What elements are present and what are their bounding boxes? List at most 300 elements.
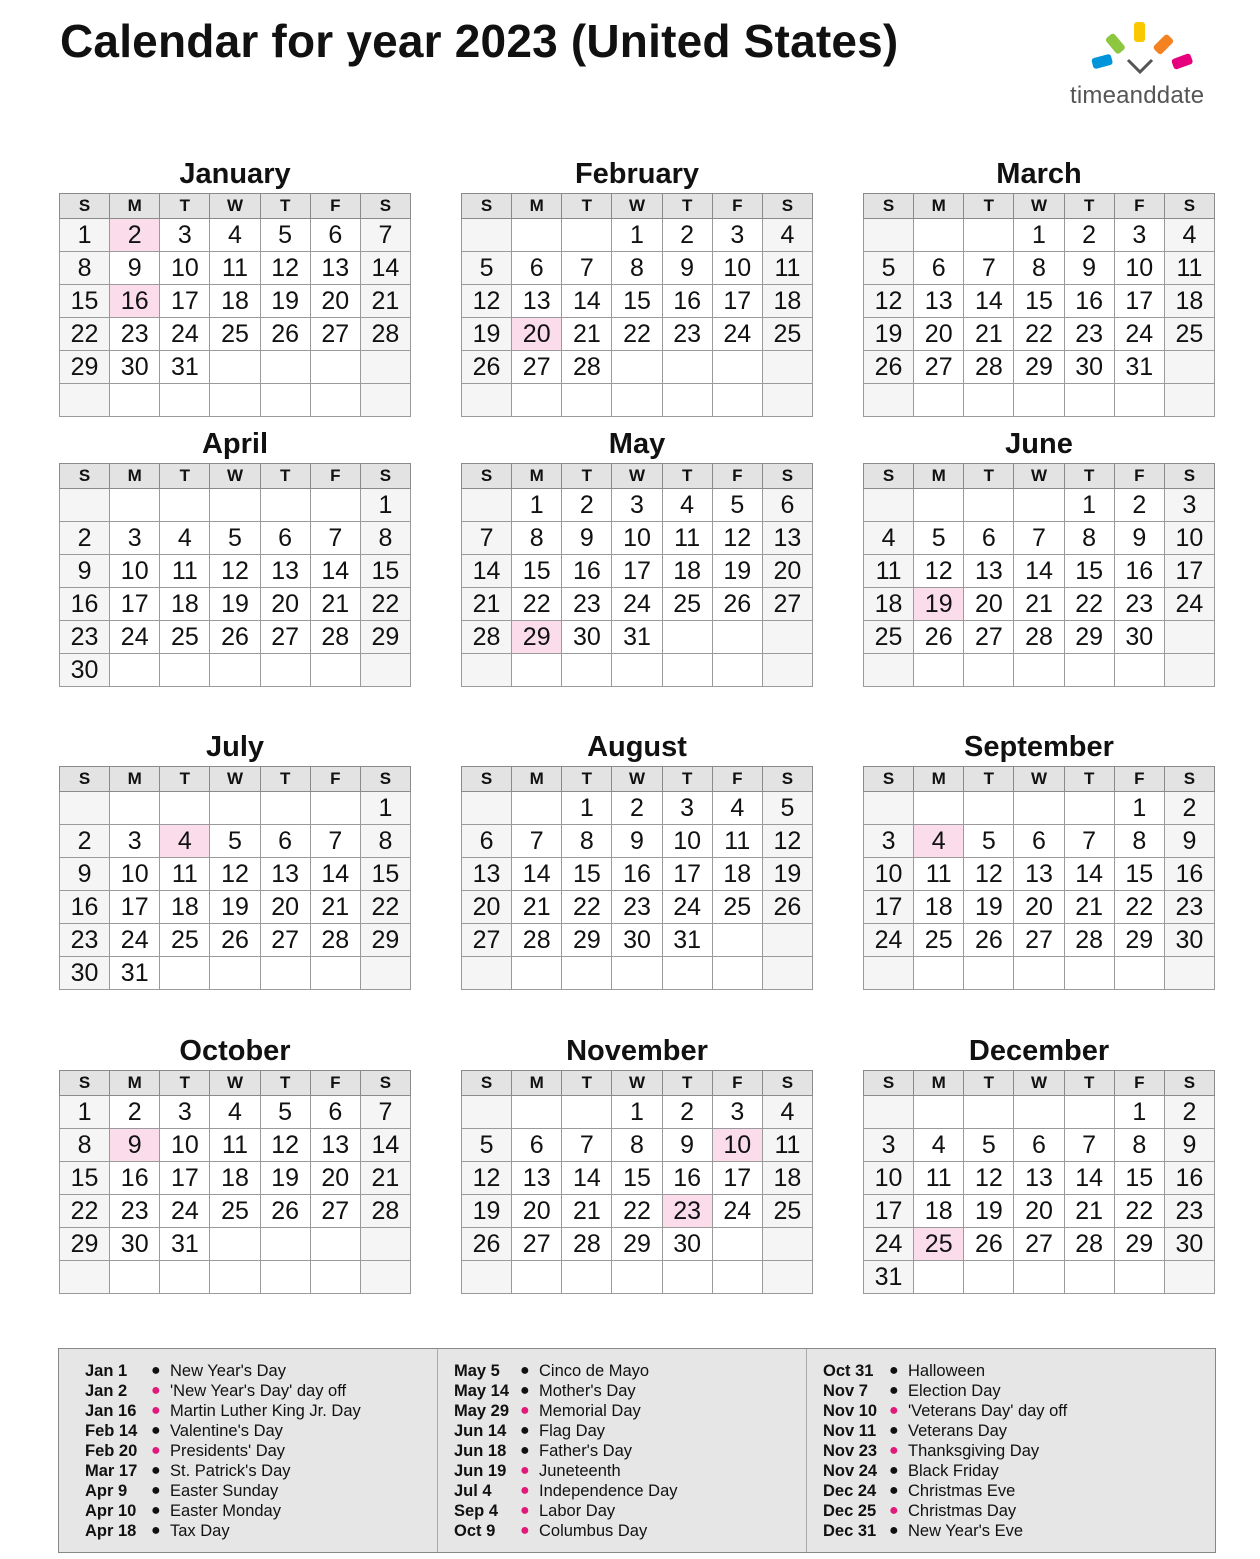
day-cell[interactable]: 20 xyxy=(260,588,310,621)
day-cell[interactable]: 15 xyxy=(1114,1162,1164,1195)
day-cell[interactable]: 24 xyxy=(864,924,914,957)
day-cell[interactable]: 28 xyxy=(562,351,612,384)
day-cell[interactable]: 3 xyxy=(712,219,762,252)
day-cell[interactable]: 25 xyxy=(210,318,260,351)
day-cell[interactable]: 19 xyxy=(864,318,914,351)
day-cell[interactable]: 15 xyxy=(1064,555,1114,588)
day-cell[interactable]: 1 xyxy=(1064,489,1114,522)
day-cell[interactable]: 4 xyxy=(864,522,914,555)
day-cell[interactable]: 2 xyxy=(1164,1096,1214,1129)
day-cell[interactable]: 1 xyxy=(1114,1096,1164,1129)
day-cell[interactable]: 2 xyxy=(110,219,160,252)
day-cell[interactable]: 11 xyxy=(210,1129,260,1162)
day-cell[interactable]: 7 xyxy=(1064,825,1114,858)
day-cell[interactable]: 11 xyxy=(160,555,210,588)
day-cell[interactable]: 16 xyxy=(1064,285,1114,318)
day-cell[interactable]: 23 xyxy=(110,1195,160,1228)
day-cell[interactable]: 23 xyxy=(110,318,160,351)
day-cell[interactable]: 25 xyxy=(210,1195,260,1228)
day-cell[interactable]: 22 xyxy=(360,891,410,924)
day-cell[interactable]: 24 xyxy=(1164,588,1214,621)
day-cell[interactable]: 25 xyxy=(762,318,812,351)
day-cell[interactable]: 16 xyxy=(110,1162,160,1195)
day-cell[interactable]: 14 xyxy=(360,1129,410,1162)
day-cell[interactable]: 23 xyxy=(60,924,110,957)
day-cell[interactable]: 7 xyxy=(310,825,360,858)
day-cell[interactable]: 1 xyxy=(1014,219,1064,252)
day-cell[interactable]: 31 xyxy=(1114,351,1164,384)
day-cell[interactable]: 20 xyxy=(512,318,562,351)
day-cell[interactable]: 26 xyxy=(260,318,310,351)
day-cell[interactable]: 7 xyxy=(512,825,562,858)
day-cell[interactable]: 25 xyxy=(160,924,210,957)
day-cell[interactable]: 11 xyxy=(864,555,914,588)
day-cell[interactable]: 21 xyxy=(1064,891,1114,924)
day-cell[interactable]: 27 xyxy=(310,318,360,351)
day-cell[interactable]: 12 xyxy=(210,858,260,891)
day-cell[interactable]: 8 xyxy=(60,1129,110,1162)
day-cell[interactable]: 1 xyxy=(360,792,410,825)
day-cell[interactable]: 7 xyxy=(562,252,612,285)
day-cell[interactable]: 27 xyxy=(1014,1228,1064,1261)
day-cell[interactable]: 14 xyxy=(562,1162,612,1195)
day-cell[interactable]: 27 xyxy=(762,588,812,621)
day-cell[interactable]: 17 xyxy=(1114,285,1164,318)
day-cell[interactable]: 19 xyxy=(462,318,512,351)
day-cell[interactable]: 20 xyxy=(310,285,360,318)
day-cell[interactable]: 26 xyxy=(210,924,260,957)
day-cell[interactable]: 24 xyxy=(612,588,662,621)
day-cell[interactable]: 12 xyxy=(260,252,310,285)
day-cell[interactable]: 21 xyxy=(1014,588,1064,621)
day-cell[interactable]: 20 xyxy=(462,891,512,924)
day-cell[interactable]: 4 xyxy=(712,792,762,825)
day-cell[interactable]: 17 xyxy=(864,891,914,924)
day-cell[interactable]: 31 xyxy=(864,1261,914,1294)
day-cell[interactable]: 13 xyxy=(964,555,1014,588)
day-cell[interactable]: 28 xyxy=(1014,621,1064,654)
day-cell[interactable]: 6 xyxy=(512,1129,562,1162)
day-cell[interactable]: 12 xyxy=(260,1129,310,1162)
day-cell[interactable]: 7 xyxy=(964,252,1014,285)
day-cell[interactable]: 9 xyxy=(110,1129,160,1162)
day-cell[interactable]: 12 xyxy=(462,285,512,318)
day-cell[interactable]: 3 xyxy=(160,219,210,252)
day-cell[interactable]: 8 xyxy=(612,1129,662,1162)
day-cell[interactable]: 18 xyxy=(762,285,812,318)
day-cell[interactable]: 14 xyxy=(562,285,612,318)
day-cell[interactable]: 8 xyxy=(612,252,662,285)
day-cell[interactable]: 18 xyxy=(210,1162,260,1195)
day-cell[interactable]: 27 xyxy=(512,1228,562,1261)
day-cell[interactable]: 18 xyxy=(1164,285,1214,318)
day-cell[interactable]: 2 xyxy=(662,219,712,252)
day-cell[interactable]: 30 xyxy=(1064,351,1114,384)
day-cell[interactable]: 7 xyxy=(1064,1129,1114,1162)
day-cell[interactable]: 13 xyxy=(310,252,360,285)
day-cell[interactable]: 14 xyxy=(1064,858,1114,891)
day-cell[interactable]: 23 xyxy=(662,318,712,351)
day-cell[interactable]: 12 xyxy=(210,555,260,588)
day-cell[interactable]: 4 xyxy=(762,219,812,252)
day-cell[interactable]: 23 xyxy=(1114,588,1164,621)
day-cell[interactable]: 14 xyxy=(964,285,1014,318)
day-cell[interactable]: 17 xyxy=(612,555,662,588)
day-cell[interactable]: 6 xyxy=(964,522,1014,555)
day-cell[interactable]: 6 xyxy=(260,825,310,858)
day-cell[interactable]: 3 xyxy=(110,825,160,858)
day-cell[interactable]: 20 xyxy=(260,891,310,924)
day-cell[interactable]: 13 xyxy=(762,522,812,555)
day-cell[interactable]: 6 xyxy=(310,219,360,252)
day-cell[interactable]: 3 xyxy=(1164,489,1214,522)
day-cell[interactable]: 29 xyxy=(512,621,562,654)
day-cell[interactable]: 3 xyxy=(110,522,160,555)
day-cell[interactable]: 11 xyxy=(762,1129,812,1162)
day-cell[interactable]: 3 xyxy=(612,489,662,522)
day-cell[interactable]: 5 xyxy=(864,252,914,285)
day-cell[interactable]: 20 xyxy=(1014,1195,1064,1228)
day-cell[interactable]: 20 xyxy=(964,588,1014,621)
day-cell[interactable]: 8 xyxy=(1064,522,1114,555)
day-cell[interactable]: 1 xyxy=(360,489,410,522)
day-cell[interactable]: 2 xyxy=(1064,219,1114,252)
day-cell[interactable]: 22 xyxy=(612,1195,662,1228)
day-cell[interactable]: 5 xyxy=(712,489,762,522)
day-cell[interactable]: 17 xyxy=(662,858,712,891)
day-cell[interactable]: 21 xyxy=(964,318,1014,351)
day-cell[interactable]: 8 xyxy=(360,825,410,858)
day-cell[interactable]: 12 xyxy=(712,522,762,555)
day-cell[interactable]: 11 xyxy=(712,825,762,858)
day-cell[interactable]: 22 xyxy=(360,588,410,621)
day-cell[interactable]: 23 xyxy=(60,621,110,654)
day-cell[interactable]: 15 xyxy=(1114,858,1164,891)
day-cell[interactable]: 24 xyxy=(712,318,762,351)
day-cell[interactable]: 21 xyxy=(562,318,612,351)
day-cell[interactable]: 2 xyxy=(1114,489,1164,522)
day-cell[interactable]: 1 xyxy=(562,792,612,825)
day-cell[interactable]: 28 xyxy=(462,621,512,654)
day-cell[interactable]: 15 xyxy=(360,555,410,588)
day-cell[interactable]: 24 xyxy=(662,891,712,924)
day-cell[interactable]: 7 xyxy=(462,522,512,555)
day-cell[interactable]: 20 xyxy=(310,1162,360,1195)
day-cell[interactable]: 28 xyxy=(1064,1228,1114,1261)
day-cell[interactable]: 5 xyxy=(462,252,512,285)
day-cell[interactable]: 16 xyxy=(612,858,662,891)
day-cell[interactable]: 14 xyxy=(310,858,360,891)
day-cell[interactable]: 19 xyxy=(762,858,812,891)
day-cell[interactable]: 17 xyxy=(160,1162,210,1195)
day-cell[interactable]: 4 xyxy=(662,489,712,522)
day-cell[interactable]: 30 xyxy=(662,1228,712,1261)
day-cell[interactable]: 30 xyxy=(60,957,110,990)
day-cell[interactable]: 18 xyxy=(662,555,712,588)
day-cell[interactable]: 26 xyxy=(462,1228,512,1261)
day-cell[interactable]: 19 xyxy=(964,891,1014,924)
day-cell[interactable]: 14 xyxy=(1064,1162,1114,1195)
day-cell[interactable]: 6 xyxy=(914,252,964,285)
day-cell[interactable]: 4 xyxy=(210,1096,260,1129)
day-cell[interactable]: 14 xyxy=(1014,555,1064,588)
day-cell[interactable]: 10 xyxy=(662,825,712,858)
day-cell[interactable]: 26 xyxy=(762,891,812,924)
day-cell[interactable]: 31 xyxy=(612,621,662,654)
day-cell[interactable]: 9 xyxy=(1064,252,1114,285)
day-cell[interactable]: 10 xyxy=(160,252,210,285)
day-cell[interactable]: 5 xyxy=(462,1129,512,1162)
day-cell[interactable]: 20 xyxy=(762,555,812,588)
day-cell[interactable]: 21 xyxy=(360,285,410,318)
day-cell[interactable]: 9 xyxy=(60,555,110,588)
day-cell[interactable]: 6 xyxy=(462,825,512,858)
day-cell[interactable]: 18 xyxy=(762,1162,812,1195)
day-cell[interactable]: 5 xyxy=(964,825,1014,858)
day-cell[interactable]: 27 xyxy=(462,924,512,957)
day-cell[interactable]: 19 xyxy=(964,1195,1014,1228)
day-cell[interactable]: 9 xyxy=(1164,1129,1214,1162)
day-cell[interactable]: 9 xyxy=(612,825,662,858)
day-cell[interactable]: 19 xyxy=(210,588,260,621)
day-cell[interactable]: 22 xyxy=(612,318,662,351)
day-cell[interactable]: 19 xyxy=(462,1195,512,1228)
day-cell[interactable]: 28 xyxy=(360,318,410,351)
day-cell[interactable]: 7 xyxy=(360,219,410,252)
day-cell[interactable]: 6 xyxy=(762,489,812,522)
day-cell[interactable]: 21 xyxy=(310,891,360,924)
day-cell[interactable]: 17 xyxy=(712,1162,762,1195)
day-cell[interactable]: 29 xyxy=(562,924,612,957)
day-cell[interactable]: 23 xyxy=(562,588,612,621)
day-cell[interactable]: 22 xyxy=(1114,1195,1164,1228)
day-cell[interactable]: 9 xyxy=(1114,522,1164,555)
day-cell[interactable]: 7 xyxy=(562,1129,612,1162)
day-cell[interactable]: 16 xyxy=(1114,555,1164,588)
day-cell[interactable]: 29 xyxy=(1064,621,1114,654)
day-cell[interactable]: 5 xyxy=(914,522,964,555)
day-cell[interactable]: 13 xyxy=(1014,858,1064,891)
day-cell[interactable]: 8 xyxy=(1014,252,1064,285)
day-cell[interactable]: 13 xyxy=(260,555,310,588)
day-cell[interactable]: 23 xyxy=(662,1195,712,1228)
day-cell[interactable]: 20 xyxy=(914,318,964,351)
day-cell[interactable]: 11 xyxy=(1164,252,1214,285)
day-cell[interactable]: 29 xyxy=(1114,924,1164,957)
day-cell[interactable]: 25 xyxy=(160,621,210,654)
day-cell[interactable]: 11 xyxy=(762,252,812,285)
day-cell[interactable]: 30 xyxy=(1114,621,1164,654)
day-cell[interactable]: 19 xyxy=(260,1162,310,1195)
day-cell[interactable]: 18 xyxy=(160,588,210,621)
day-cell[interactable]: 25 xyxy=(914,1228,964,1261)
day-cell[interactable]: 15 xyxy=(512,555,562,588)
day-cell[interactable]: 9 xyxy=(562,522,612,555)
day-cell[interactable]: 27 xyxy=(260,621,310,654)
day-cell[interactable]: 30 xyxy=(562,621,612,654)
day-cell[interactable]: 25 xyxy=(662,588,712,621)
day-cell[interactable]: 11 xyxy=(662,522,712,555)
day-cell[interactable]: 21 xyxy=(360,1162,410,1195)
day-cell[interactable]: 25 xyxy=(914,924,964,957)
day-cell[interactable]: 10 xyxy=(864,858,914,891)
day-cell[interactable]: 30 xyxy=(1164,924,1214,957)
day-cell[interactable]: 15 xyxy=(360,858,410,891)
day-cell[interactable]: 7 xyxy=(1014,522,1064,555)
day-cell[interactable]: 10 xyxy=(110,858,160,891)
day-cell[interactable]: 27 xyxy=(512,351,562,384)
day-cell[interactable]: 8 xyxy=(360,522,410,555)
day-cell[interactable]: 3 xyxy=(662,792,712,825)
day-cell[interactable]: 23 xyxy=(1164,1195,1214,1228)
day-cell[interactable]: 21 xyxy=(462,588,512,621)
day-cell[interactable]: 31 xyxy=(160,351,210,384)
day-cell[interactable]: 13 xyxy=(914,285,964,318)
day-cell[interactable]: 17 xyxy=(864,1195,914,1228)
day-cell[interactable]: 5 xyxy=(762,792,812,825)
day-cell[interactable]: 3 xyxy=(864,825,914,858)
day-cell[interactable]: 4 xyxy=(210,219,260,252)
day-cell[interactable]: 18 xyxy=(914,1195,964,1228)
day-cell[interactable]: 17 xyxy=(110,588,160,621)
day-cell[interactable]: 18 xyxy=(160,891,210,924)
day-cell[interactable]: 8 xyxy=(1114,825,1164,858)
day-cell[interactable]: 3 xyxy=(160,1096,210,1129)
day-cell[interactable]: 31 xyxy=(662,924,712,957)
day-cell[interactable]: 13 xyxy=(260,858,310,891)
day-cell[interactable]: 19 xyxy=(260,285,310,318)
day-cell[interactable]: 22 xyxy=(1114,891,1164,924)
day-cell[interactable]: 29 xyxy=(360,621,410,654)
day-cell[interactable]: 21 xyxy=(310,588,360,621)
day-cell[interactable]: 10 xyxy=(864,1162,914,1195)
day-cell[interactable]: 8 xyxy=(562,825,612,858)
day-cell[interactable]: 30 xyxy=(60,654,110,687)
day-cell[interactable]: 30 xyxy=(612,924,662,957)
day-cell[interactable]: 26 xyxy=(260,1195,310,1228)
day-cell[interactable]: 25 xyxy=(762,1195,812,1228)
day-cell[interactable]: 24 xyxy=(712,1195,762,1228)
day-cell[interactable]: 15 xyxy=(562,858,612,891)
day-cell[interactable]: 14 xyxy=(310,555,360,588)
day-cell[interactable]: 22 xyxy=(60,318,110,351)
day-cell[interactable]: 1 xyxy=(60,1096,110,1129)
day-cell[interactable]: 13 xyxy=(512,285,562,318)
day-cell[interactable]: 26 xyxy=(914,621,964,654)
day-cell[interactable]: 28 xyxy=(310,621,360,654)
day-cell[interactable]: 13 xyxy=(310,1129,360,1162)
day-cell[interactable]: 12 xyxy=(864,285,914,318)
day-cell[interactable]: 12 xyxy=(964,1162,1014,1195)
day-cell[interactable]: 17 xyxy=(110,891,160,924)
day-cell[interactable]: 9 xyxy=(60,858,110,891)
day-cell[interactable]: 1 xyxy=(60,219,110,252)
day-cell[interactable]: 7 xyxy=(310,522,360,555)
day-cell[interactable]: 26 xyxy=(864,351,914,384)
day-cell[interactable]: 6 xyxy=(1014,825,1064,858)
day-cell[interactable]: 15 xyxy=(60,285,110,318)
day-cell[interactable]: 10 xyxy=(110,555,160,588)
day-cell[interactable]: 30 xyxy=(110,351,160,384)
day-cell[interactable]: 28 xyxy=(562,1228,612,1261)
day-cell[interactable]: 13 xyxy=(462,858,512,891)
day-cell[interactable]: 21 xyxy=(1064,1195,1114,1228)
day-cell[interactable]: 4 xyxy=(160,825,210,858)
day-cell[interactable]: 5 xyxy=(210,825,260,858)
day-cell[interactable]: 18 xyxy=(914,891,964,924)
day-cell[interactable]: 5 xyxy=(260,219,310,252)
day-cell[interactable]: 27 xyxy=(964,621,1014,654)
day-cell[interactable]: 10 xyxy=(712,1129,762,1162)
day-cell[interactable]: 16 xyxy=(1164,1162,1214,1195)
day-cell[interactable]: 25 xyxy=(1164,318,1214,351)
day-cell[interactable]: 5 xyxy=(964,1129,1014,1162)
day-cell[interactable]: 10 xyxy=(160,1129,210,1162)
day-cell[interactable]: 12 xyxy=(914,555,964,588)
day-cell[interactable]: 18 xyxy=(712,858,762,891)
day-cell[interactable]: 2 xyxy=(1164,792,1214,825)
day-cell[interactable]: 28 xyxy=(310,924,360,957)
day-cell[interactable]: 9 xyxy=(110,252,160,285)
day-cell[interactable]: 29 xyxy=(1014,351,1064,384)
day-cell[interactable]: 22 xyxy=(1064,588,1114,621)
day-cell[interactable]: 6 xyxy=(310,1096,360,1129)
day-cell[interactable]: 5 xyxy=(260,1096,310,1129)
day-cell[interactable]: 6 xyxy=(260,522,310,555)
day-cell[interactable]: 18 xyxy=(210,285,260,318)
day-cell[interactable]: 2 xyxy=(612,792,662,825)
day-cell[interactable]: 13 xyxy=(512,1162,562,1195)
day-cell[interactable]: 12 xyxy=(762,825,812,858)
day-cell[interactable]: 16 xyxy=(662,1162,712,1195)
day-cell[interactable]: 14 xyxy=(512,858,562,891)
day-cell[interactable]: 26 xyxy=(964,924,1014,957)
day-cell[interactable]: 3 xyxy=(1114,219,1164,252)
day-cell[interactable]: 16 xyxy=(60,588,110,621)
day-cell[interactable]: 23 xyxy=(1164,891,1214,924)
day-cell[interactable]: 29 xyxy=(60,351,110,384)
day-cell[interactable]: 10 xyxy=(612,522,662,555)
day-cell[interactable]: 4 xyxy=(1164,219,1214,252)
day-cell[interactable]: 3 xyxy=(712,1096,762,1129)
day-cell[interactable]: 27 xyxy=(310,1195,360,1228)
day-cell[interactable]: 1 xyxy=(612,219,662,252)
day-cell[interactable]: 22 xyxy=(60,1195,110,1228)
day-cell[interactable]: 24 xyxy=(1114,318,1164,351)
day-cell[interactable]: 14 xyxy=(360,252,410,285)
day-cell[interactable]: 2 xyxy=(662,1096,712,1129)
day-cell[interactable]: 24 xyxy=(110,621,160,654)
day-cell[interactable]: 7 xyxy=(360,1096,410,1129)
day-cell[interactable]: 28 xyxy=(360,1195,410,1228)
day-cell[interactable]: 2 xyxy=(60,522,110,555)
day-cell[interactable]: 11 xyxy=(914,858,964,891)
day-cell[interactable]: 8 xyxy=(1114,1129,1164,1162)
day-cell[interactable]: 29 xyxy=(1114,1228,1164,1261)
day-cell[interactable]: 13 xyxy=(1014,1162,1064,1195)
day-cell[interactable]: 16 xyxy=(60,891,110,924)
day-cell[interactable]: 30 xyxy=(110,1228,160,1261)
day-cell[interactable]: 3 xyxy=(864,1129,914,1162)
day-cell[interactable]: 4 xyxy=(762,1096,812,1129)
day-cell[interactable]: 10 xyxy=(1164,522,1214,555)
day-cell[interactable]: 20 xyxy=(512,1195,562,1228)
day-cell[interactable]: 22 xyxy=(1014,318,1064,351)
day-cell[interactable]: 17 xyxy=(160,285,210,318)
day-cell[interactable]: 10 xyxy=(712,252,762,285)
day-cell[interactable]: 21 xyxy=(512,891,562,924)
day-cell[interactable]: 11 xyxy=(914,1162,964,1195)
